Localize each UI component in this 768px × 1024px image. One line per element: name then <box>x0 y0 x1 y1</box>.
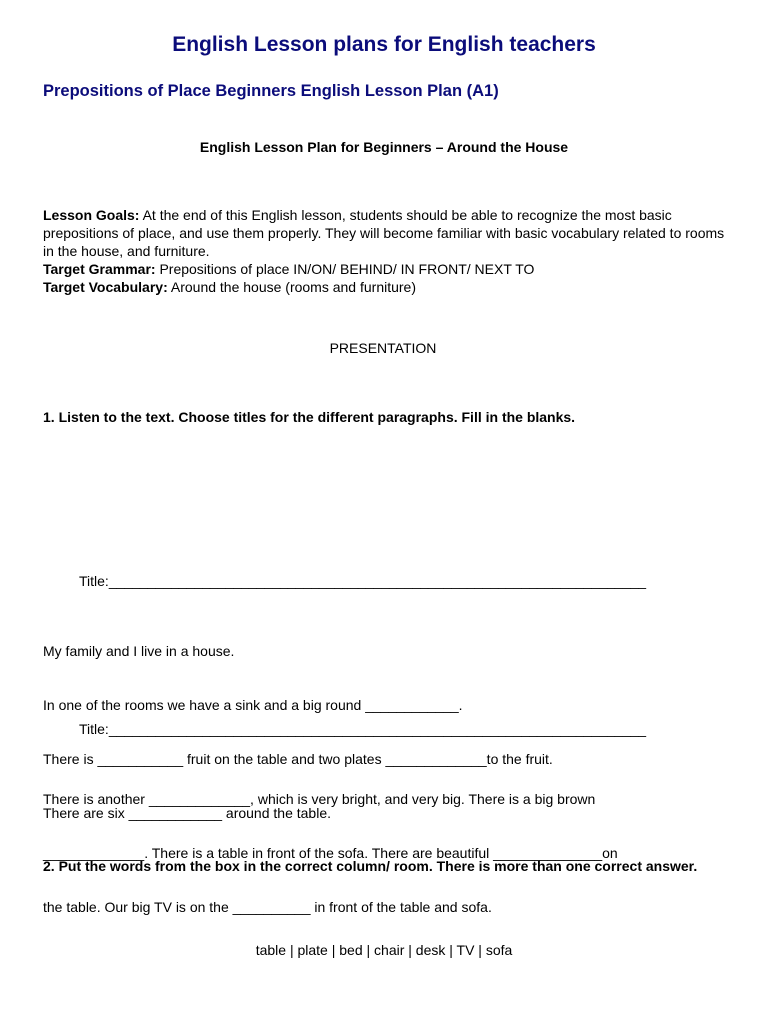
paragraph-1-line: In one of the rooms we have a sink and a big round ____________. <box>43 697 463 713</box>
paragraph-2-line: the table. Our big TV is on the __________ in front of the table and sofa. <box>43 899 492 915</box>
document-title: English Lesson plans for English teachers <box>172 33 596 56</box>
target-vocabulary-text: Around the house (rooms and furniture) <box>167 279 417 295</box>
paragraph-2-line: There is another _____________, which is very bright, and very big. There is a big brown <box>43 791 596 807</box>
title-blank-1: Title:_____________________________________________________________________ <box>79 573 647 589</box>
lesson-plan-heading: English Lesson Plan for Beginners – Around the House <box>199 139 569 155</box>
paragraph-2 <box>43 754 618 952</box>
word-box: table | plate | bed | chair | desk | TV | sofa <box>255 942 513 958</box>
lesson-goals-text: At the end of this English lesson, students should be able to recognize the most basic prepositions of place, and use them properly. They will become familiar with basic vocabulary related to rooms in the house, and furniture. <box>43 207 725 259</box>
exercise-1-instruction: 1. Listen to the text. Choose titles for the different paragraphs. Fill in the blanks. <box>43 409 576 425</box>
target-grammar-line <box>43 260 733 278</box>
target-grammar-label: Target Grammar: <box>43 261 156 277</box>
lesson-goals-paragraph <box>43 206 733 260</box>
paragraph-2-line: _____________. There is a table in front of the sofa. There are beautiful ______________on <box>43 845 618 861</box>
paragraph-1-line: There is ___________ fruit on the table and two plates _____________to the fruit. <box>43 751 553 767</box>
presentation-heading: PRESENTATION <box>329 340 437 356</box>
title-blank-2: Title:_____________________________________________________________________ <box>79 721 647 737</box>
lesson-goals-section <box>43 206 733 296</box>
lesson-plan-subtitle: Prepositions of Place Beginners English Lesson Plan (A1) <box>43 82 499 100</box>
target-vocabulary-label: Target Vocabulary: <box>43 279 168 295</box>
paragraph-1-line: My family and I live in a house. <box>43 643 235 659</box>
paragraph-1-line: There are six ____________ around the table. <box>43 805 331 821</box>
exercise-2-instruction: 2. Put the words from the box in the correct column/ room. There is more than one correct answer. <box>43 858 698 874</box>
lesson-goals-label: Lesson Goals: <box>43 207 140 223</box>
target-vocabulary-line <box>43 278 733 296</box>
target-grammar-text: Prepositions of place IN/ON/ BEHIND/ IN FRONT/ NEXT TO <box>155 261 535 277</box>
